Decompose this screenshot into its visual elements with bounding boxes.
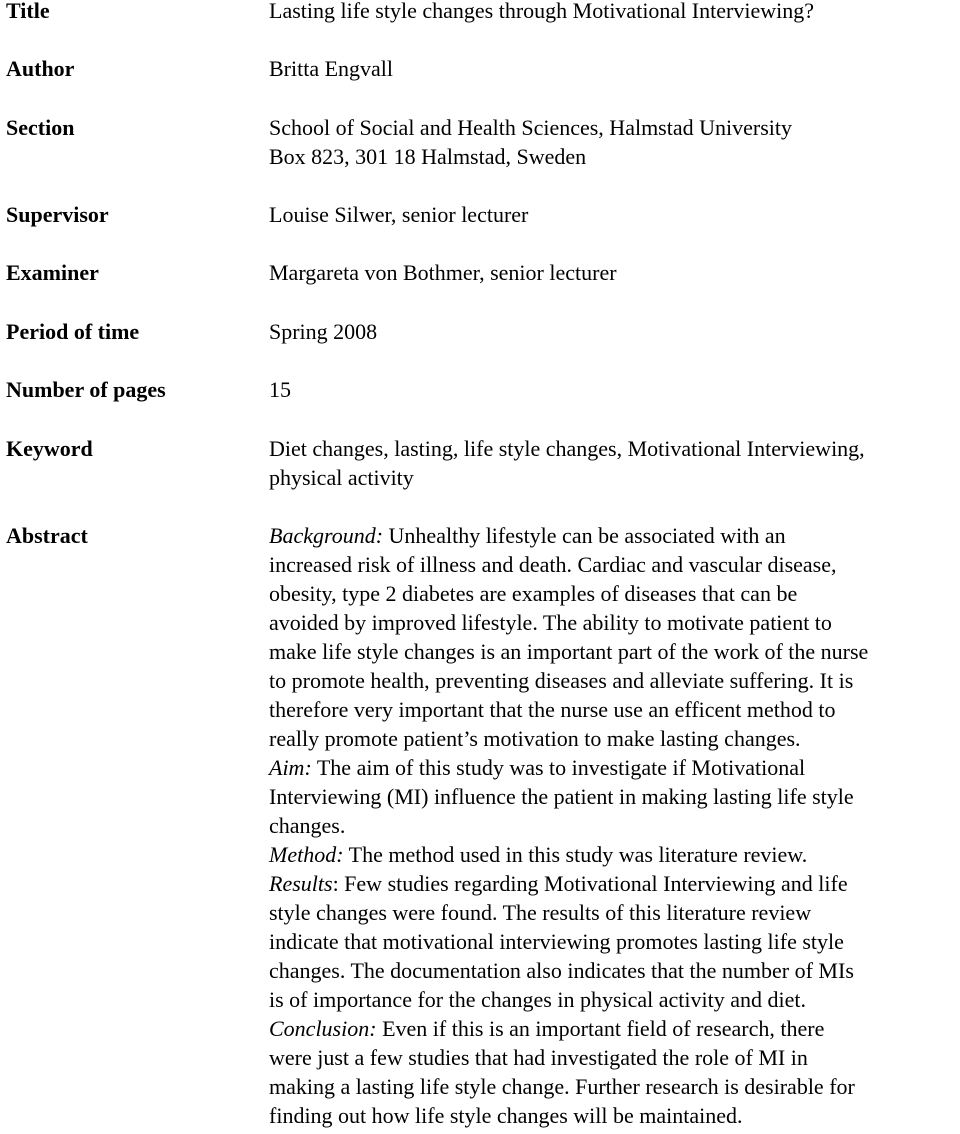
abstract-line-text: obesity, type 2 diabetes are examples of diseases that can be bbox=[269, 581, 798, 606]
abstract-line bbox=[269, 521, 959, 550]
supervisor-label: Supervisor bbox=[6, 202, 109, 227]
abstract-line-text: were just a few studies that had investigated the role of MI in bbox=[269, 1045, 808, 1070]
abstract-line-text: making a lasting life style change. Further research is desirable for bbox=[269, 1074, 855, 1099]
abstract-line bbox=[269, 985, 959, 1014]
examiner-value: Margareta von Bothmer, senior lecturer bbox=[269, 260, 617, 285]
abstract-line-text: Even if this is an important field of research, there bbox=[376, 1016, 825, 1041]
abstract-line-text: The method used in this study was literature review. bbox=[343, 842, 808, 867]
abstract-line bbox=[269, 927, 959, 956]
abstract-line-text: changes. The documentation also indicates that the number of MIs bbox=[269, 958, 854, 983]
abstract-line bbox=[269, 1101, 959, 1130]
pages-label: Number of pages bbox=[6, 377, 166, 402]
abstract-section-heading: Aim: bbox=[269, 755, 312, 780]
author-value: Britta Engvall bbox=[269, 56, 394, 81]
abstract-line-text: Interviewing (MI) influence the patient in making lasting life style bbox=[269, 784, 854, 809]
abstract-section-heading: Background: bbox=[269, 523, 384, 548]
abstract-line bbox=[269, 782, 959, 811]
keyword-line: physical activity bbox=[269, 465, 414, 490]
abstract-line bbox=[269, 753, 959, 782]
supervisor-value: Louise Silwer, senior lecturer bbox=[269, 202, 529, 227]
examiner-label: Examiner bbox=[6, 260, 99, 285]
abstract-line-text: is of importance for the changes in physical activity and diet. bbox=[269, 987, 807, 1012]
abstract-line bbox=[269, 695, 959, 724]
abstract-line bbox=[269, 1014, 959, 1043]
keyword-value bbox=[269, 434, 959, 492]
abstract-line bbox=[269, 840, 959, 869]
abstract-body bbox=[269, 521, 959, 1130]
title-value: Lasting life style changes through Motivational Interviewing? bbox=[269, 0, 814, 23]
abstract-line-text: Unhealthy lifestyle can be associated with an bbox=[383, 523, 786, 548]
abstract-line bbox=[269, 724, 959, 753]
abstract-line-text: really promote patient’s motivation to make lasting changes. bbox=[269, 726, 801, 751]
abstract-line-text: avoided by improved lifestyle. The ability to motivate patient to bbox=[269, 610, 832, 635]
abstract-line-text: changes. bbox=[269, 813, 346, 838]
abstract-line bbox=[269, 956, 959, 985]
abstract-line bbox=[269, 869, 959, 898]
abstract-section-heading: Conclusion: bbox=[269, 1016, 377, 1041]
period-value: Spring 2008 bbox=[269, 319, 378, 344]
keyword-label: Keyword bbox=[6, 436, 93, 461]
abstract-line bbox=[269, 608, 959, 637]
pages-value: 15 bbox=[269, 377, 291, 402]
keyword-line: Diet changes, lasting, life style changes, Motivational Interviewing, bbox=[269, 436, 865, 461]
section-line: School of Social and Health Sciences, Halmstad University bbox=[269, 115, 792, 140]
section-value bbox=[269, 113, 959, 171]
abstract-line-text: The aim of this study was to investigate if Motivational bbox=[311, 755, 806, 780]
abstract-line bbox=[269, 579, 959, 608]
abstract-line bbox=[269, 1072, 959, 1101]
section-label: Section bbox=[6, 115, 75, 140]
abstract-label: Abstract bbox=[6, 523, 88, 548]
section-line: Box 823, 301 18 Halmstad, Sweden bbox=[269, 144, 587, 169]
abstract-line-text: to promote health, preventing diseases and alleviate suffering. It is bbox=[269, 668, 854, 693]
abstract-line bbox=[269, 898, 959, 927]
abstract-line bbox=[269, 811, 959, 840]
abstract-line-text: : Few studies regarding Motivational Interviewing and life bbox=[332, 871, 848, 896]
abstract-line bbox=[269, 637, 959, 666]
abstract-line-text: make life style changes is an important part of the work of the nurse bbox=[269, 639, 869, 664]
abstract-line-text: increased risk of illness and death. Cardiac and vascular disease, bbox=[269, 552, 837, 577]
abstract-line bbox=[269, 666, 959, 695]
title-label: Title bbox=[6, 0, 50, 23]
abstract-line-text: style changes were found. The results of this literature review bbox=[269, 900, 812, 925]
abstract-line-text: therefore very important that the nurse use an efficent method to bbox=[269, 697, 836, 722]
abstract-section-heading: Method: bbox=[269, 842, 344, 867]
abstract-section-heading: Results bbox=[269, 871, 333, 896]
abstract-line bbox=[269, 1043, 959, 1072]
abstract-line-text: indicate that motivational interviewing promotes lasting life style bbox=[269, 929, 844, 954]
period-label: Period of time bbox=[6, 319, 140, 344]
author-label: Author bbox=[6, 56, 75, 81]
abstract-line bbox=[269, 550, 959, 579]
abstract-line-text: finding out how life style changes will be maintained. bbox=[269, 1103, 743, 1128]
